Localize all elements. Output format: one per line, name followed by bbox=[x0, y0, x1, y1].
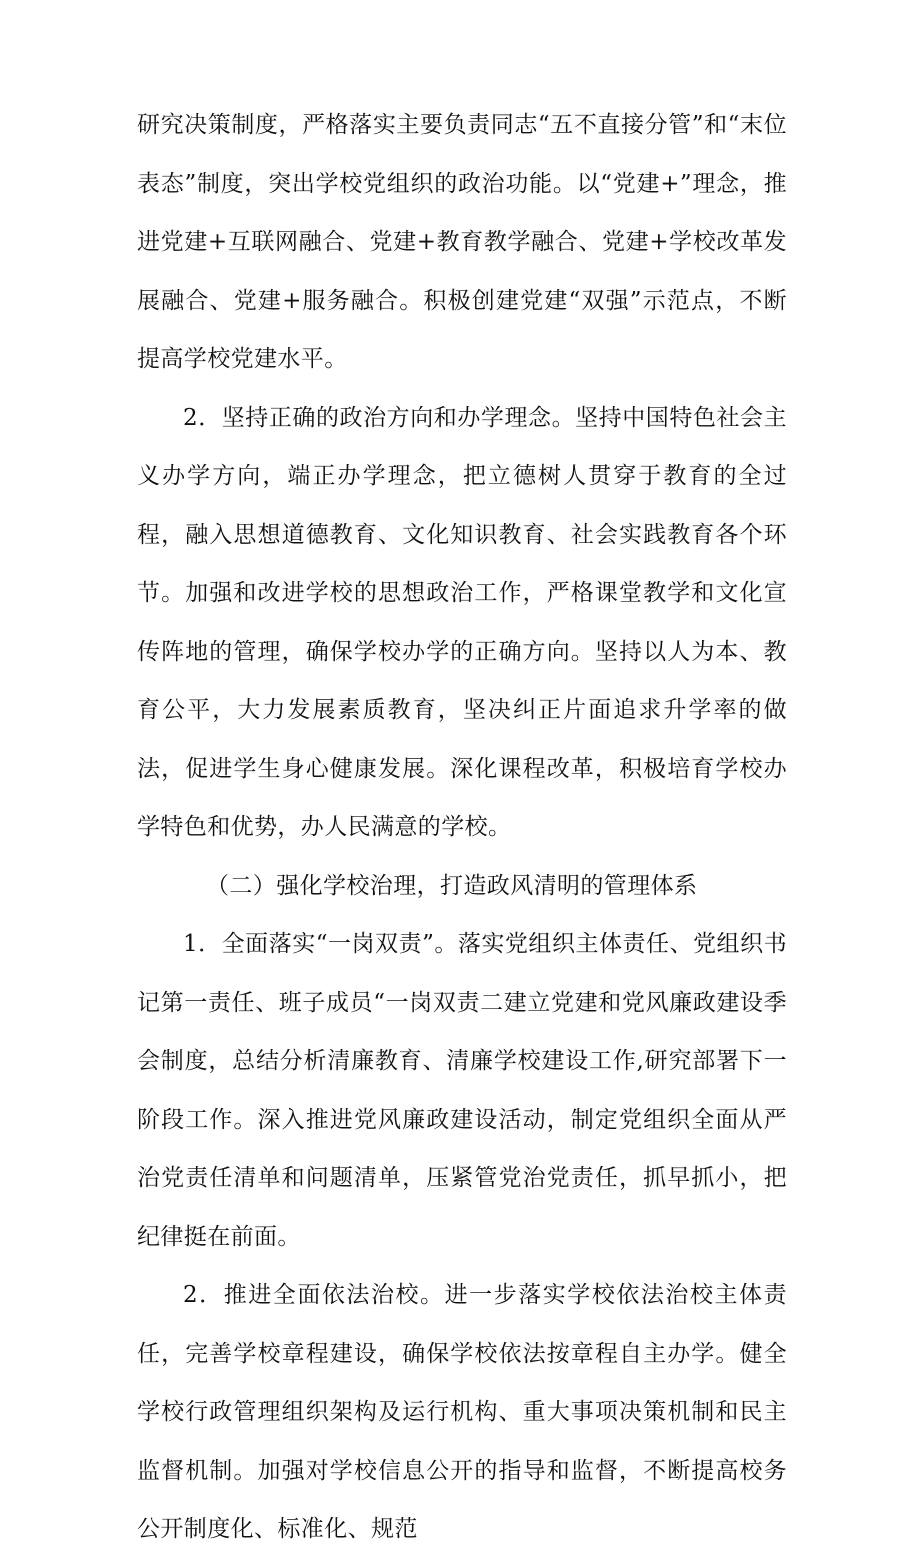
section-heading: （二）强化学校治理，打造政风清明的管理体系 bbox=[206, 872, 698, 899]
paragraph-rule-of-law: 2．推进全面依法治校。进一步落实学校依法治校主体责任，完善学校章程建设，确保学校依法按章程自主办学。健全学校行政管理组织架构及运行机构、重大事项决策机制和民主监督机制。加强对学校信息公开的指导和监督，不断提高校务公开制度化、标准化、规范 bbox=[137, 1282, 787, 1542]
paragraph-one-post-two-duties: 1．全面落实“一岗双责”。落实党组织主体责任、党组织书记第一责任、班子成员“一岗双责二建立党建和党风廉政建设季会制度，总结分析清廉教育、清廉学校建设工作,研究部署下一阶段工作。深入推进党风廉政建设活动，制定党组织全面从严治党责任清单和问题清单，压紧管党治党责任，抓早抓小，把纪律挺在前面。 bbox=[137, 931, 787, 1250]
paragraph-political-direction: 2．坚持正确的政治方向和办学理念。坚持中国特色社会主义办学方向，端正办学理念，把立德树人贯穿于教育的全过程，融入思想道德教育、文化知识教育、社会实践教育各个环节。加强和改进学校的思想政治工作，严格课堂教学和文化宣传阵地的管理，确保学校办学的正确方向。坚持以人为本、教育公平，大力发展素质教育，坚决纠正片面追求升学率的做法，促进学生身心健康发展。深化课程改革，积极培育学校办学特色和优势，办人民满意的学校。 bbox=[137, 404, 787, 840]
paragraph-continuation: 研究决策制度，严格落实主要负责同志“五不直接分管”和“末位表态”制度，突出学校党组织的政治功能。以“党建+”理念，推进党建+互联网融合、党建+教育教学融合、党建+学校改革发展融合、党建+服务融合。积极创建党建“双强”示范点，不断提高学校党建水平。 bbox=[137, 112, 787, 372]
document-body bbox=[137, 96, 787, 1559]
